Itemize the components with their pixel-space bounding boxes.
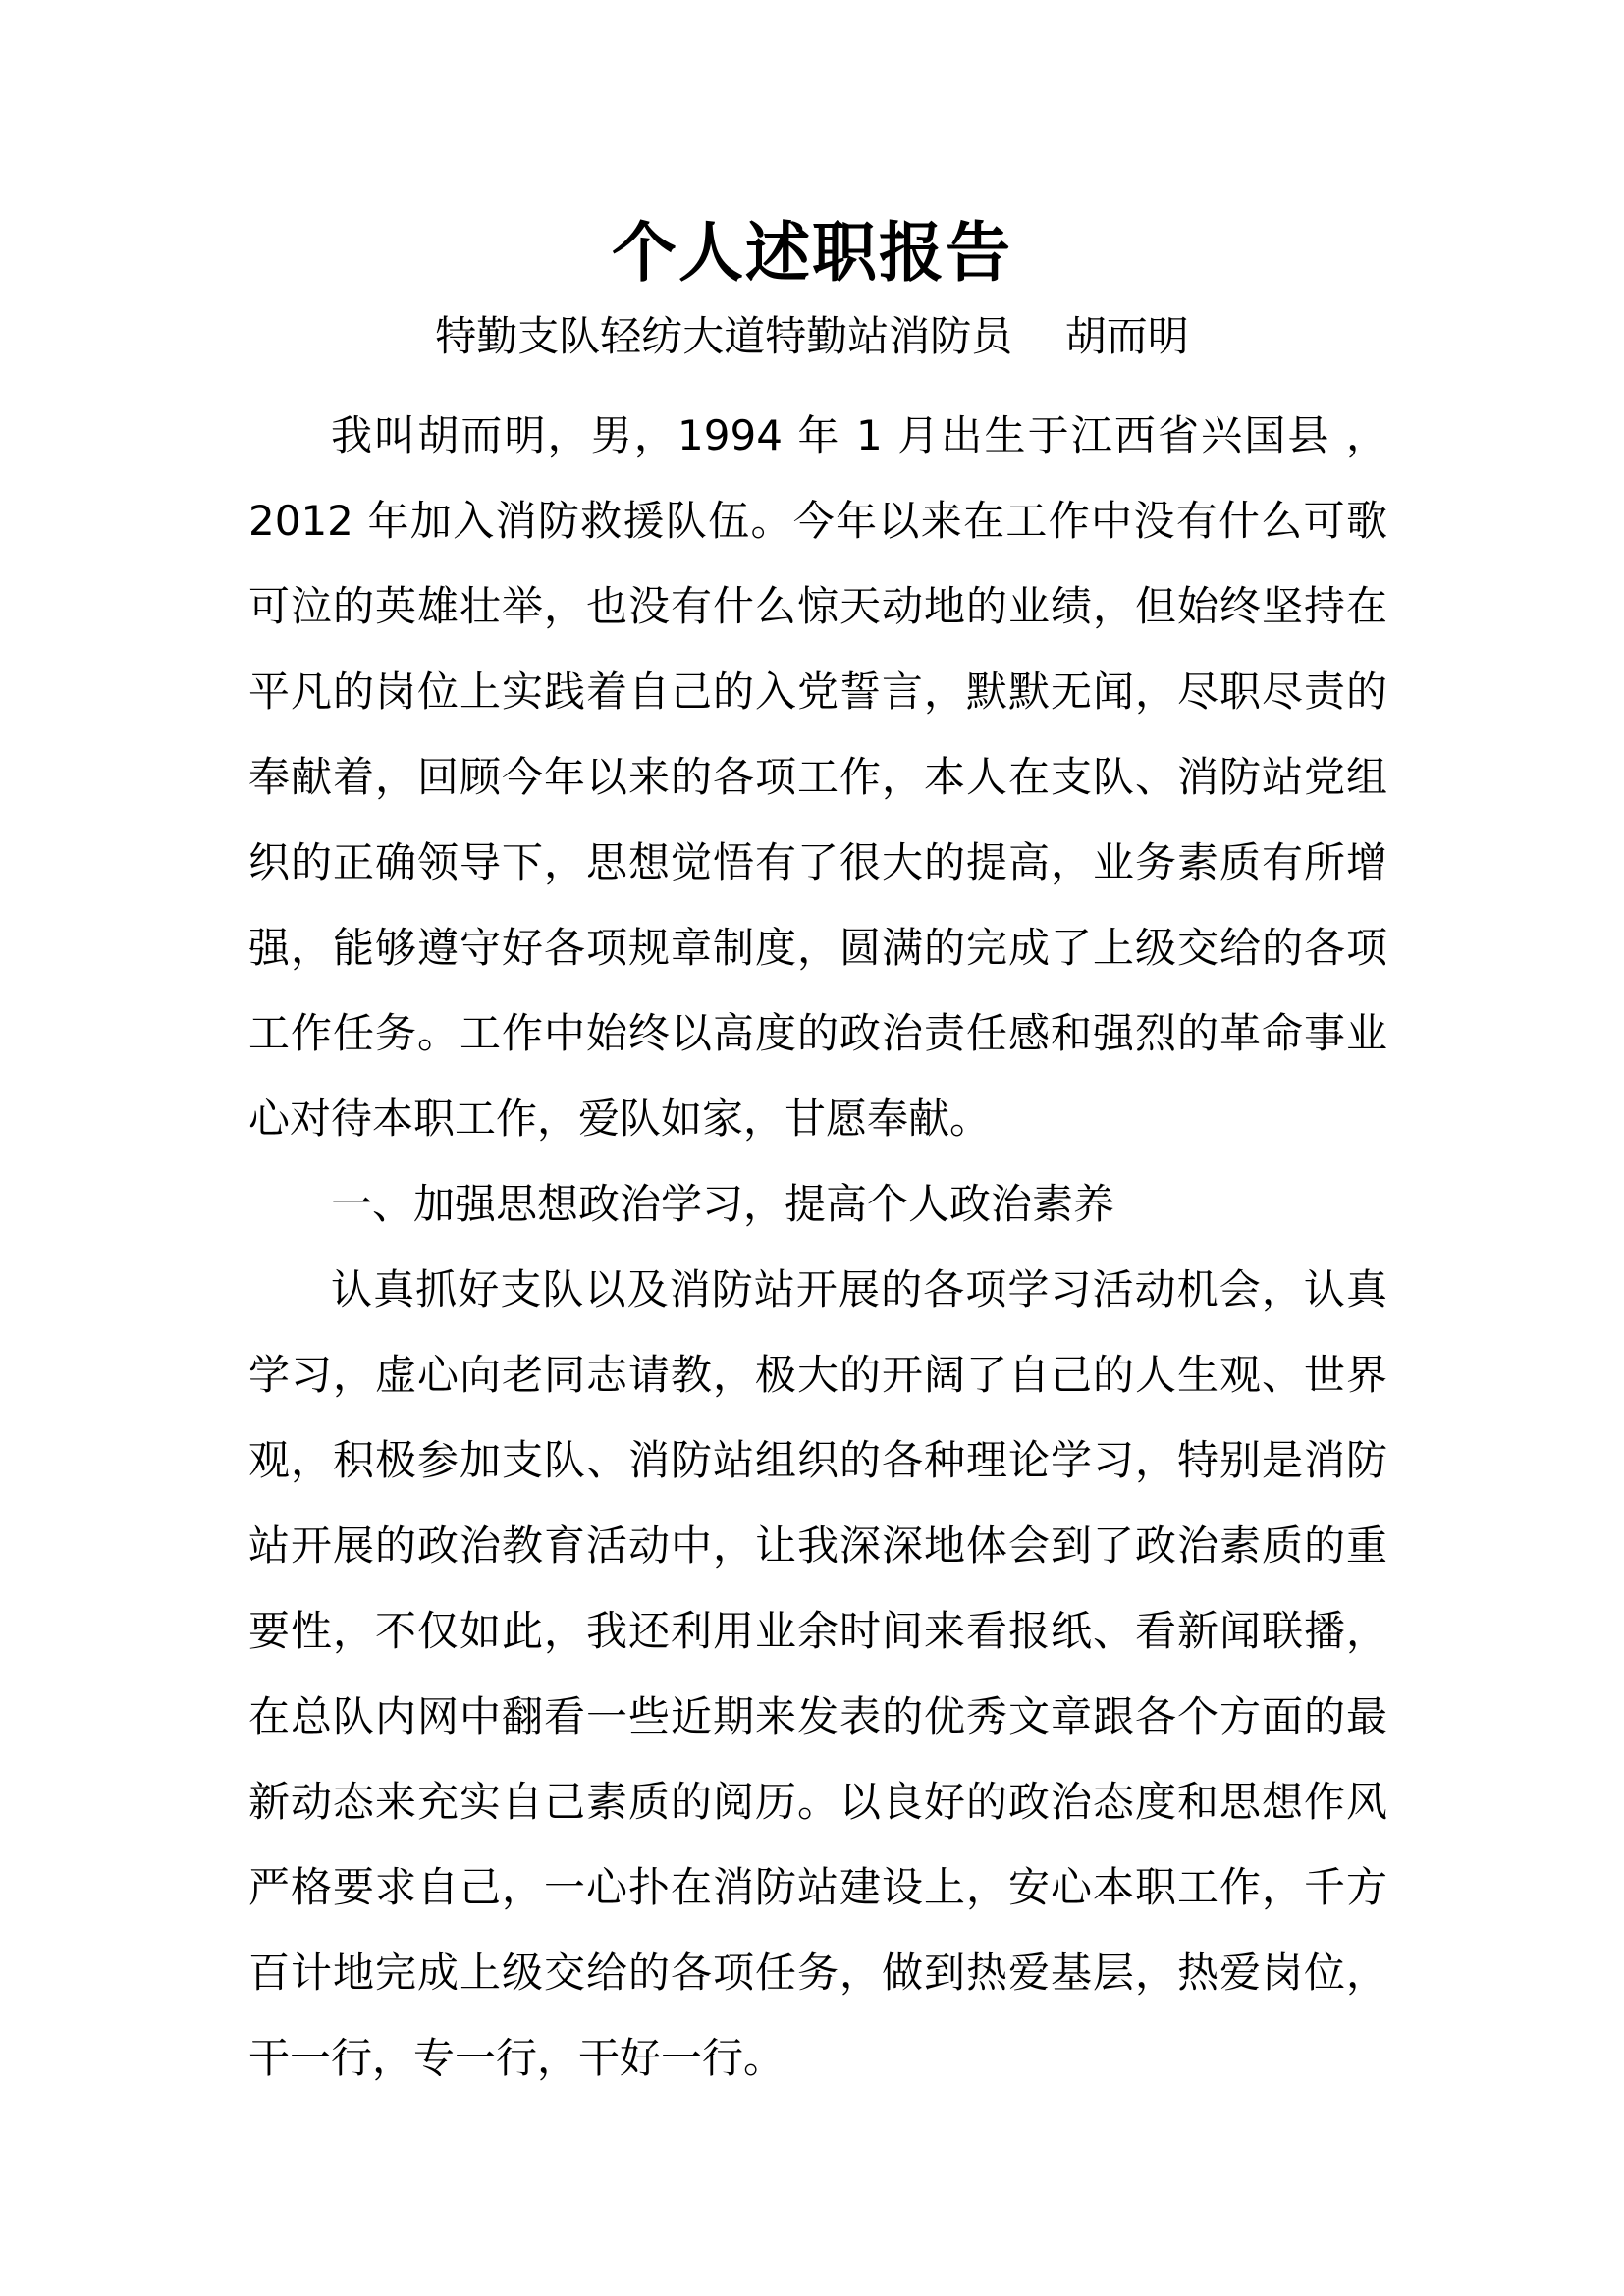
document-title: 个人述职报告 [612, 214, 1012, 291]
document-subtitle: 特勤支队轻纺大道特勤站消防员 胡而明 [435, 312, 1189, 360]
paragraph-intro: 我叫胡而明，男，1994 年 1 月出生于江西省兴国县 ，2012 年加入消防救援队伍。今年以来在工作中没有什么可歌可泣的英雄壮举，也没有什么惊天动地的业绩，但始终坚持在平凡的岗位上实践着自己的入党誓言，默默无闻，尽职尽责的奉献着，回顾今年以来的各项工作，本人在支队、消防站党组织的正确领导下，思想觉悟有了很大的提高，业务素质有所增强，能够遵守好各项规章制度，圆满的完成了上级交给的各项工作任务。工作中始终以高度的政治责任感和强烈的革命事业心对待本职工作，爱队如家，甘愿奉献。 [248, 411, 1387, 1143]
document-body [248, 393, 1387, 2101]
section-heading-1: 一、加强思想政治学习，提高个人政治素养 [331, 1180, 1115, 1228]
paragraph-section-1: 认真抓好支队以及消防站开展的各项学习活动机会，认真学习，虚心向老同志请教，极大的开阔了自己的人生观、世界观，积极参加支队、消防站组织的各种理论学习，特别是消防站开展的政治教育活动中，让我深深地体会到了政治素质的重要性，不仅如此，我还利用业余时间来看报纸、看新闻联播，在总队内网中翻看一些近期来发表的优秀文章跟各个方面的最新动态来充实自己素质的阅历。以良好的政治态度和思想作风严格要求自己，一心扑在消防站建设上，安心本职工作，千方百计地完成上级交给的各项任务，做到热爱基层，热爱岗位，干一行，专一行，干好一行。 [248, 1265, 1387, 2082]
